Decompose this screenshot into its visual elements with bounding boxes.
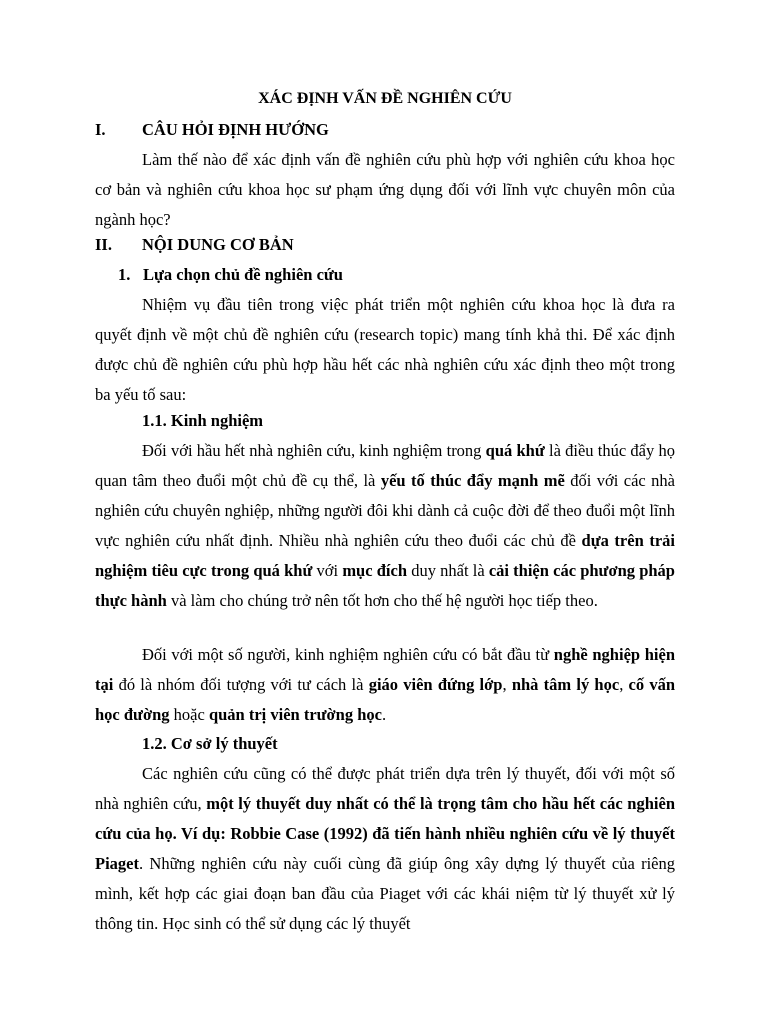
subsection-number: 1. [118, 265, 131, 284]
subsection-heading-1 [118, 260, 675, 290]
section-label: CÂU HỎI ĐỊNH HƯỚNG [142, 120, 329, 139]
question-paragraph: Làm thế nào để xác định vấn đề nghiên cứu phù hợp với nghiên cứu khoa học cơ bản và nghiên cứu khoa học sư phạm ứng dụng đối với lĩnh vực chuyên môn của ngành học? [95, 150, 675, 229]
section-number: II. [95, 235, 112, 254]
text-run: , [502, 675, 512, 694]
bold-run: giáo viên đứng lớp [368, 675, 503, 694]
paragraph-3 [95, 640, 675, 730]
section-heading-2 [95, 230, 675, 260]
bold-run: mục đích [342, 561, 408, 580]
section-heading-1 [95, 115, 675, 145]
text-run: Các nghiên cứu cũng có thể được phát triển dựa trên lý thuyết, đối với một số nhà nghiên cứu, [95, 764, 675, 813]
subsection-heading-1-1: 1.1. Kinh nghiệm [142, 411, 264, 430]
text-run: duy nhất là [407, 561, 489, 580]
text-run: hoặc [169, 705, 209, 724]
text-run: đó là nhóm đối tượng với tư cách là [113, 675, 369, 694]
bold-run: quá khứ [485, 441, 545, 460]
bold-run: cố vấn học đường [95, 675, 676, 724]
paragraph-2 [95, 436, 675, 616]
section-number: I. [95, 120, 106, 139]
paragraph-1: Nhiệm vụ đầu tiên trong việc phát triển một nghiên cứu khoa học là đưa ra quyết định về một chủ đề nghiên cứu (research topic) mang tính khả thi. Để xác định được chủ đề nghiên cứu phù hợp hầu hết các nhà nghiên cứu xác định theo một trong ba yếu tố sau: [95, 295, 675, 404]
document-title: XÁC ĐỊNH VẤN ĐỀ NGHIÊN CỨU [258, 90, 512, 107]
text-run: và làm cho chúng trở nên tốt hơn cho thế hệ người học tiếp theo. [166, 591, 598, 610]
text-run: với [312, 561, 343, 580]
text-run: . [382, 705, 387, 724]
text-run: đối với các nhà nghiên cứu chuyên nghiệp, những người đôi khi dành cả cuộc đời để theo đuổi một lĩnh vực nghiên cứu nhất định. Nhiều nhà nghiên cứu theo đuổi các chủ đề [95, 471, 675, 550]
subsection-label: Lựa chọn chủ đề nghiên cứu [143, 265, 343, 284]
bold-run: một lý thuyết duy nhất có thể là trọng tâm cho hầu hết các nghiên cứu của họ. Ví dụ: Robbie Case (1992) đã tiến hành nhiều nghiên cứu về lý thuyết Piaget [95, 794, 675, 873]
bold-run: quản trị viên trường học [208, 705, 382, 724]
text-run: là điều thúc đẩy họ quan tâm theo đuổi một chủ đề cụ thể, là [95, 441, 675, 490]
text-run: , [619, 675, 629, 694]
bold-run: nghề nghiệp hiện tại [95, 645, 676, 694]
text-run: Đối với một số người, kinh nghiệm nghiên cứu có bắt đầu từ [142, 645, 554, 664]
bold-run: nhà tâm lý học [511, 675, 620, 694]
paragraph-4 [95, 759, 675, 939]
text-run: Đối với hầu hết nhà nghiên cứu, kinh nghiệm trong [142, 441, 486, 460]
section-label: NỘI DUNG CƠ BẢN [142, 235, 294, 254]
bold-run: dựa trên trải nghiệm tiêu cực trong quá khứ [95, 531, 675, 580]
bold-run: yếu tố thúc đẩy mạnh mẽ [380, 471, 565, 490]
subsection-heading-1-2: 1.2. Cơ sở lý thuyết [142, 734, 278, 753]
bold-run: cải thiện các phương pháp thực hành [95, 561, 675, 610]
text-run: . Những nghiên cứu này cuối cùng đã giúp ông xây dựng lý thuyết của riêng mình, kết hợp các giai đoạn ban đầu của Piaget với các khái niệm từ lý thuyết xử lý thông tin. Học sinh có thể sử dụng các lý thuyết [95, 854, 675, 933]
